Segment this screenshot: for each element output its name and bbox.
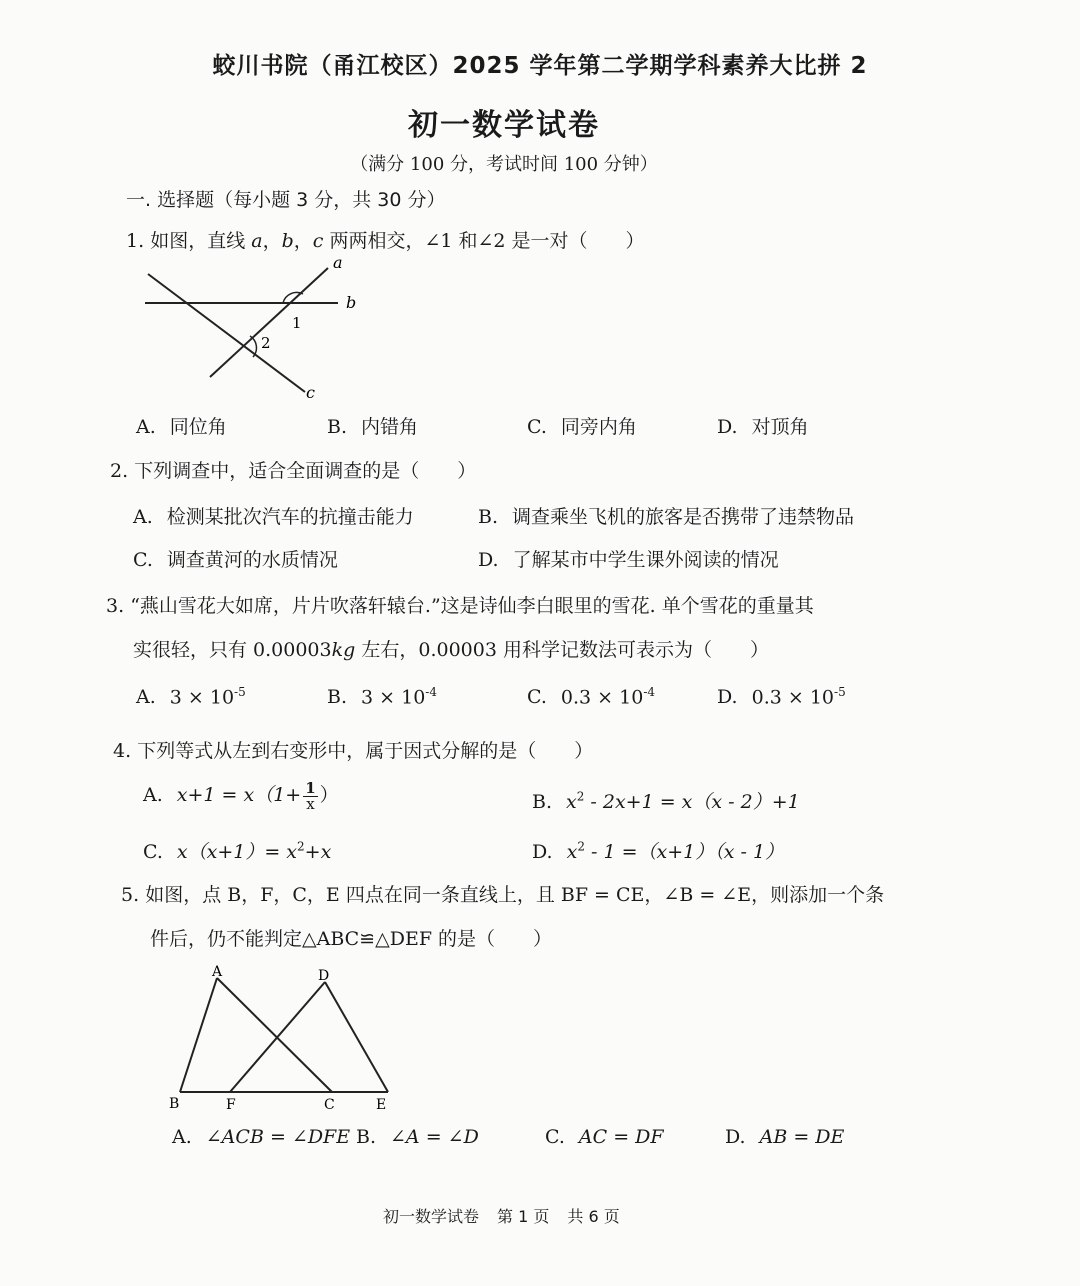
option-text: 检测某批次汽车的抗撞击能力	[166, 506, 414, 528]
option-expr: x	[566, 841, 578, 863]
q3-option-b[interactable]	[327, 685, 437, 708]
line-a	[210, 268, 328, 377]
point-e-label: E	[376, 1097, 387, 1113]
line-c	[148, 274, 305, 392]
footer-total-pages: 共 6 页	[567, 1207, 620, 1226]
label-1: 1	[292, 314, 302, 332]
option-exponent: -4	[425, 685, 437, 699]
q1-option-d[interactable]	[717, 412, 809, 439]
question-3-line2	[133, 635, 769, 662]
option-letter: B.	[532, 791, 553, 813]
q4-option-a[interactable]	[143, 780, 339, 812]
point-a-label: A	[212, 964, 223, 980]
q1-option-c[interactable]	[527, 412, 637, 439]
option-text: 了解某市中学生课外阅读的情况	[512, 549, 779, 571]
q2-option-b[interactable]	[478, 502, 854, 529]
segment-ab	[180, 978, 217, 1092]
question-text: 下列调查中，适合全面调查的是（ ）	[134, 460, 477, 482]
option-text: 对顶角	[751, 416, 809, 438]
question-text: “燕山雪花大如席，片片吹落轩辕台.”这是诗仙李白眼里的雪花. 单个雪花的重量其	[130, 595, 814, 617]
label-a: a	[333, 253, 343, 272]
question-number: 1.	[126, 230, 145, 252]
question-text: 实很轻，只有 0.00003	[133, 639, 332, 661]
option-letter: D.	[478, 549, 499, 571]
question-5-line2	[150, 924, 552, 951]
question-text: 左右，0.00003 用科学记数法可表示为（ ）	[355, 639, 769, 661]
q1-option-b[interactable]	[327, 412, 418, 439]
separator: ，	[293, 230, 313, 252]
var-b: b	[281, 230, 294, 252]
var-c: c	[312, 230, 324, 252]
option-expr: x	[566, 791, 577, 813]
question-number: 3.	[106, 595, 125, 617]
option-letter: C.	[545, 1126, 565, 1148]
q5-figure	[160, 960, 410, 1115]
q4-option-d[interactable]	[532, 837, 784, 864]
q2-option-c[interactable]	[133, 545, 338, 572]
option-letter: B.	[327, 686, 348, 709]
option-letter: D.	[725, 1126, 746, 1148]
option-text: 调查乘坐飞机的旅客是否携带了违禁物品	[512, 506, 855, 528]
option-letter: C.	[143, 841, 163, 863]
option-exponent: 2	[576, 789, 585, 804]
point-d-label: D	[318, 968, 330, 984]
option-text: 同旁内角	[560, 416, 637, 438]
option-text: ∠A = ∠D	[390, 1126, 479, 1148]
q3-option-d[interactable]	[717, 685, 846, 708]
question-1	[126, 226, 645, 253]
option-expr: - 2x+1 = x（x - 2）+1	[584, 791, 800, 813]
school-header: 蛟川书院（甬江校区）2025 学年第二学期学科素养大比拼 2	[212, 53, 868, 79]
option-base: 3 × 10	[361, 686, 426, 709]
option-text: AB = DE	[759, 1126, 845, 1148]
var-a: a	[251, 230, 263, 252]
option-text: 同位角	[169, 416, 227, 438]
q4-option-b[interactable]	[532, 787, 800, 814]
point-f-label: F	[226, 1097, 236, 1113]
q3-option-c[interactable]	[527, 685, 655, 708]
option-base: 0.3 × 10	[751, 686, 835, 709]
segment-fd	[230, 982, 325, 1092]
q5-option-d[interactable]	[725, 1126, 844, 1148]
option-base: 3 × 10	[169, 686, 235, 709]
option-letter: A.	[136, 416, 156, 438]
q2-option-a[interactable]	[133, 502, 414, 529]
question-3	[106, 591, 814, 618]
question-text: 如图，点 B，F，C，E 四点在同一条直线上，且 BF = CE，∠B = ∠E，则添加一个条	[145, 884, 885, 906]
option-letter: A.	[136, 686, 156, 709]
question-5	[121, 880, 884, 907]
option-letter: D.	[717, 686, 738, 709]
option-expr-close: ）	[319, 784, 339, 806]
option-text: 调查黄河的水质情况	[166, 549, 338, 571]
footer-exam-name: 初一数学试卷	[383, 1207, 480, 1226]
option-letter: A.	[133, 506, 153, 528]
option-exponent: 2	[297, 839, 305, 854]
option-exponent: 2	[577, 839, 585, 854]
q1-figure	[140, 252, 380, 412]
q1-option-a[interactable]	[136, 412, 227, 439]
q4-option-c[interactable]	[143, 837, 331, 864]
question-text: 下列等式从左到右变形中，属于因式分解的是（ ）	[137, 740, 594, 762]
label-b: b	[346, 293, 357, 312]
option-exponent: -5	[834, 685, 846, 699]
q3-option-a[interactable]	[136, 685, 246, 708]
option-letter: C.	[527, 686, 547, 709]
label-c: c	[306, 383, 315, 402]
page-footer	[383, 1204, 638, 1227]
option-letter: B.	[356, 1126, 377, 1148]
option-text: ∠ACB = ∠DFE	[205, 1126, 351, 1148]
point-c-label: C	[324, 1097, 335, 1113]
exam-title: 初一数学试卷	[408, 108, 600, 143]
question-text: 如图，直线	[150, 230, 252, 252]
option-letter: B.	[327, 416, 348, 438]
exam-subtitle: （满分 100 分，考试时间 100 分钟）	[350, 154, 658, 175]
option-exponent: -4	[643, 685, 656, 699]
question-4	[113, 736, 593, 763]
option-letter: A.	[143, 784, 163, 806]
fraction-numerator: 1	[305, 778, 316, 797]
option-letter: C.	[527, 416, 547, 438]
option-letter: A.	[172, 1126, 192, 1148]
option-expr: - 1 =（x+1）（x - 1）	[584, 841, 785, 863]
question-number: 2.	[110, 460, 129, 482]
option-expr: +x	[304, 841, 332, 863]
q5-option-c[interactable]	[545, 1126, 664, 1148]
option-text: AC = DF	[578, 1126, 664, 1148]
option-letter: D.	[532, 841, 553, 863]
fraction	[303, 778, 317, 813]
question-2	[110, 456, 476, 483]
segment-de	[325, 982, 388, 1092]
question-number: 5.	[121, 884, 140, 906]
option-exponent: -5	[234, 685, 246, 699]
label-2: 2	[261, 334, 271, 352]
unit-kg: kg	[331, 639, 356, 661]
option-letter: D.	[717, 416, 738, 438]
option-expr: x+1 = x（1+	[176, 784, 302, 806]
fraction-denominator: x	[306, 794, 315, 813]
question-text: 两两相交，∠1 和∠2 是一对（ ）	[323, 230, 645, 252]
q2-option-d[interactable]	[478, 545, 779, 572]
footer-page-number: 第 1 页	[497, 1207, 550, 1226]
option-letter: B.	[478, 506, 499, 528]
q5-option-b[interactable]	[356, 1126, 479, 1148]
option-base: 0.3 × 10	[560, 686, 644, 709]
q5-option-a[interactable]	[172, 1126, 350, 1148]
question-number: 4.	[113, 740, 132, 762]
point-b-label: B	[169, 1096, 180, 1112]
question-text: 件后，仍不能判定△ABC≌△DEF 的是（ ）	[150, 928, 553, 950]
separator: ，	[262, 230, 282, 252]
option-text: 内错角	[361, 416, 419, 438]
option-letter: C.	[133, 549, 153, 571]
option-expr: x（x+1）= x	[176, 841, 298, 863]
section-heading: 一. 选择题（每小题 3 分，共 30 分）	[126, 189, 446, 211]
